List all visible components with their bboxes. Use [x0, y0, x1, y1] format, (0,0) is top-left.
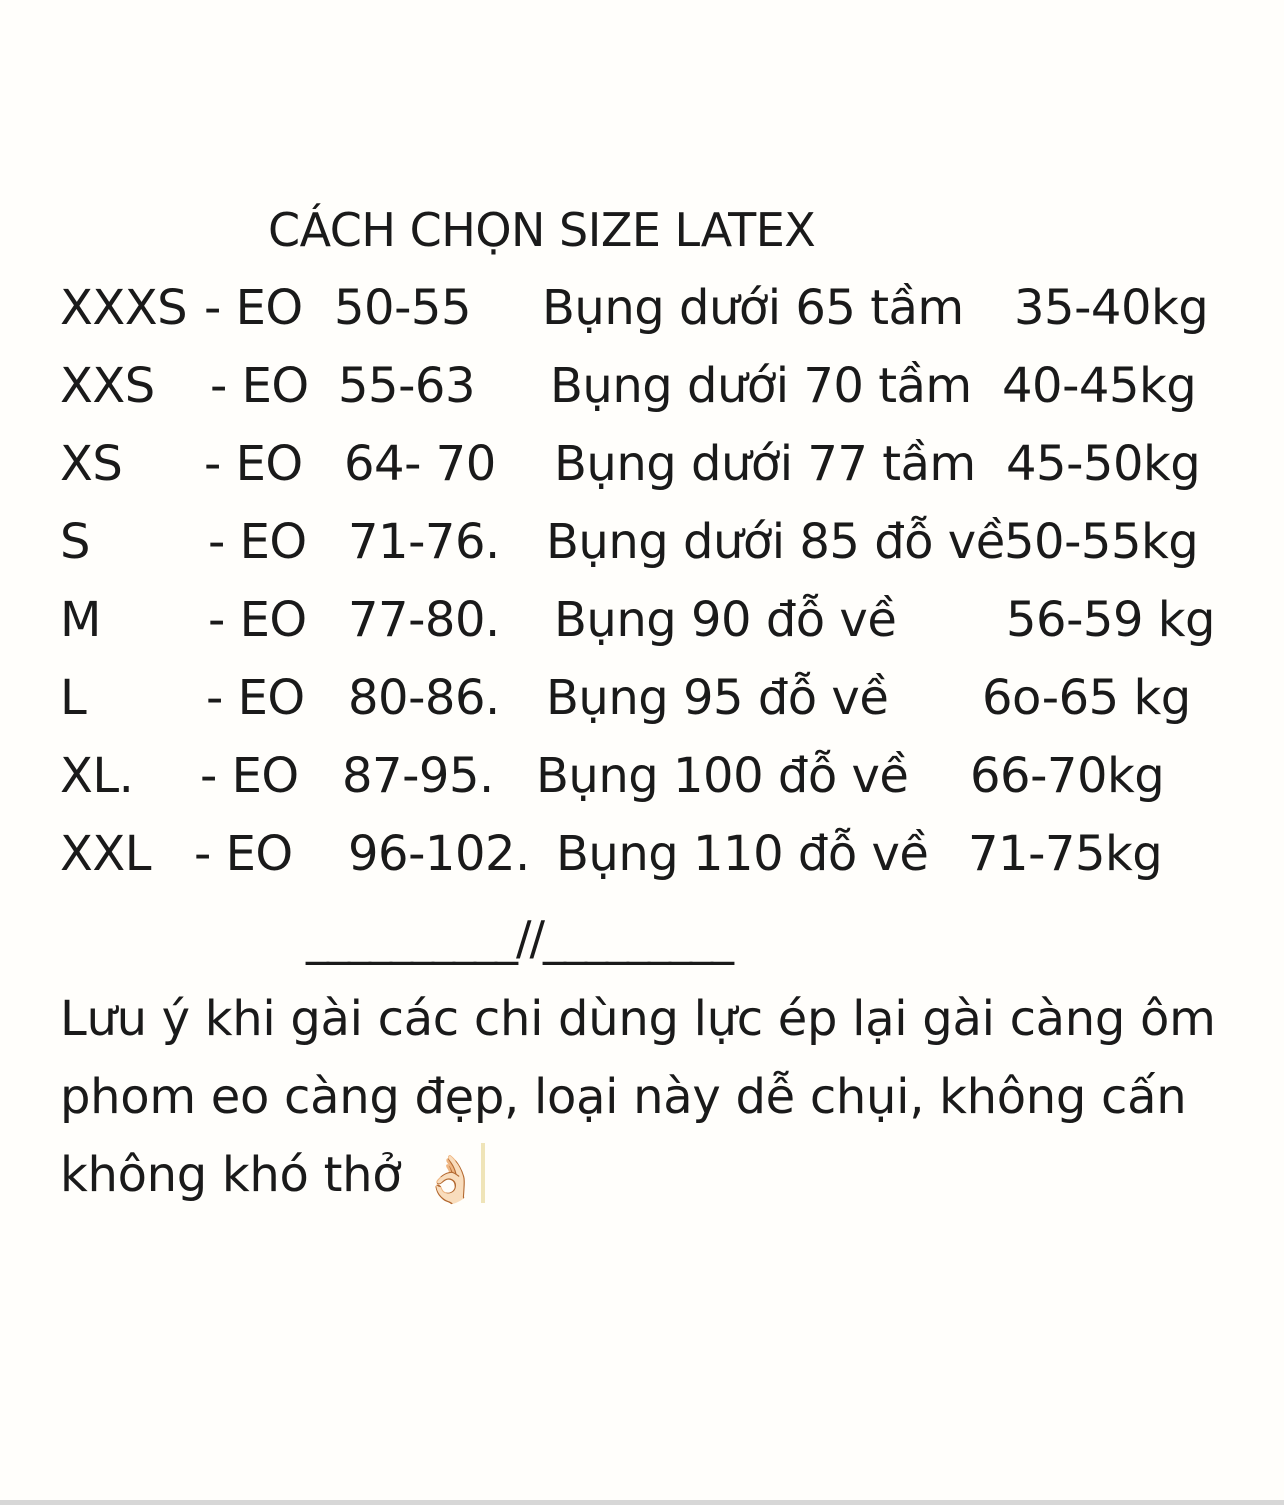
waist-range: 87-95. — [342, 748, 494, 804]
size-label: XXL — [60, 826, 152, 882]
size-label: S — [60, 514, 90, 570]
weight-range: 71-75kg — [968, 826, 1163, 882]
waist-range: 55-63 — [338, 358, 475, 414]
eo-label: - EO — [194, 826, 293, 882]
table-row — [0, 746, 1284, 806]
page-title: CÁCH CHỌN SIZE LATEX — [268, 203, 816, 257]
belly-measure: Bụng dưới 85 đỗ về — [546, 514, 1005, 570]
table-row — [0, 278, 1284, 338]
note-line-text: không khó thở — [60, 1147, 402, 1203]
waist-range: 71-76. — [348, 514, 500, 570]
eo-label: - EO — [208, 592, 307, 648]
waist-range: 80-86. — [348, 670, 500, 726]
text-cursor — [481, 1143, 485, 1203]
weight-range: 50-55kg — [1004, 514, 1199, 570]
eo-label: - EO — [204, 280, 303, 336]
belly-measure: Bụng 100 đỗ về — [536, 748, 909, 804]
weight-range: 66-70kg — [970, 748, 1165, 804]
note-line-last — [60, 1136, 1240, 1214]
weight-range: 56-59 kg — [1006, 592, 1215, 648]
size-label: XS — [60, 436, 123, 492]
table-row — [0, 434, 1284, 494]
size-label: L — [60, 670, 87, 726]
weight-range: 40-45kg — [1002, 358, 1197, 414]
eo-label: - EO — [200, 748, 299, 804]
belly-measure: Bụng 110 đỗ về — [556, 826, 929, 882]
belly-measure: Bụng dưới 77 tầm — [554, 436, 976, 492]
eo-label: - EO — [204, 436, 303, 492]
eo-label: - EO — [208, 514, 307, 570]
waist-range: 50-55 — [334, 280, 471, 336]
section-divider: __________//_________ — [306, 911, 732, 965]
size-label: XXS — [60, 358, 155, 414]
belly-measure: Bụng 90 đỗ về — [554, 592, 897, 648]
weight-range: 45-50kg — [1006, 436, 1201, 492]
waist-range: 64- 70 — [344, 436, 496, 492]
size-label: XXXS — [60, 280, 188, 336]
note-line: Lưu ý khi gài các chi dùng lực ép lại gài càng ôm — [60, 991, 1216, 1047]
belly-measure: Bụng 95 đỗ về — [546, 670, 889, 726]
note-line: phom eo càng đẹp, loại này dễ chụi, không cấn — [60, 1069, 1187, 1125]
size-label: XL. — [60, 748, 134, 804]
weight-range: 35-40kg — [1014, 280, 1209, 336]
weight-range: 6o-65 kg — [982, 670, 1191, 726]
note-paragraph — [60, 980, 1240, 1214]
belly-measure: Bụng dưới 70 tầm — [550, 358, 972, 414]
bottom-separator — [0, 1500, 1284, 1505]
table-row — [0, 590, 1284, 650]
table-row — [0, 824, 1284, 884]
table-row — [0, 668, 1284, 728]
table-row — [0, 356, 1284, 416]
eo-label: - EO — [206, 670, 305, 726]
table-row — [0, 512, 1284, 572]
size-label: M — [60, 592, 101, 648]
ok-hand-icon: 👌🏻 — [422, 1152, 480, 1206]
waist-range: 77-80. — [348, 592, 500, 648]
waist-range: 96-102. — [348, 826, 530, 882]
eo-label: - EO — [210, 358, 309, 414]
belly-measure: Bụng dưới 65 tầm — [542, 280, 964, 336]
